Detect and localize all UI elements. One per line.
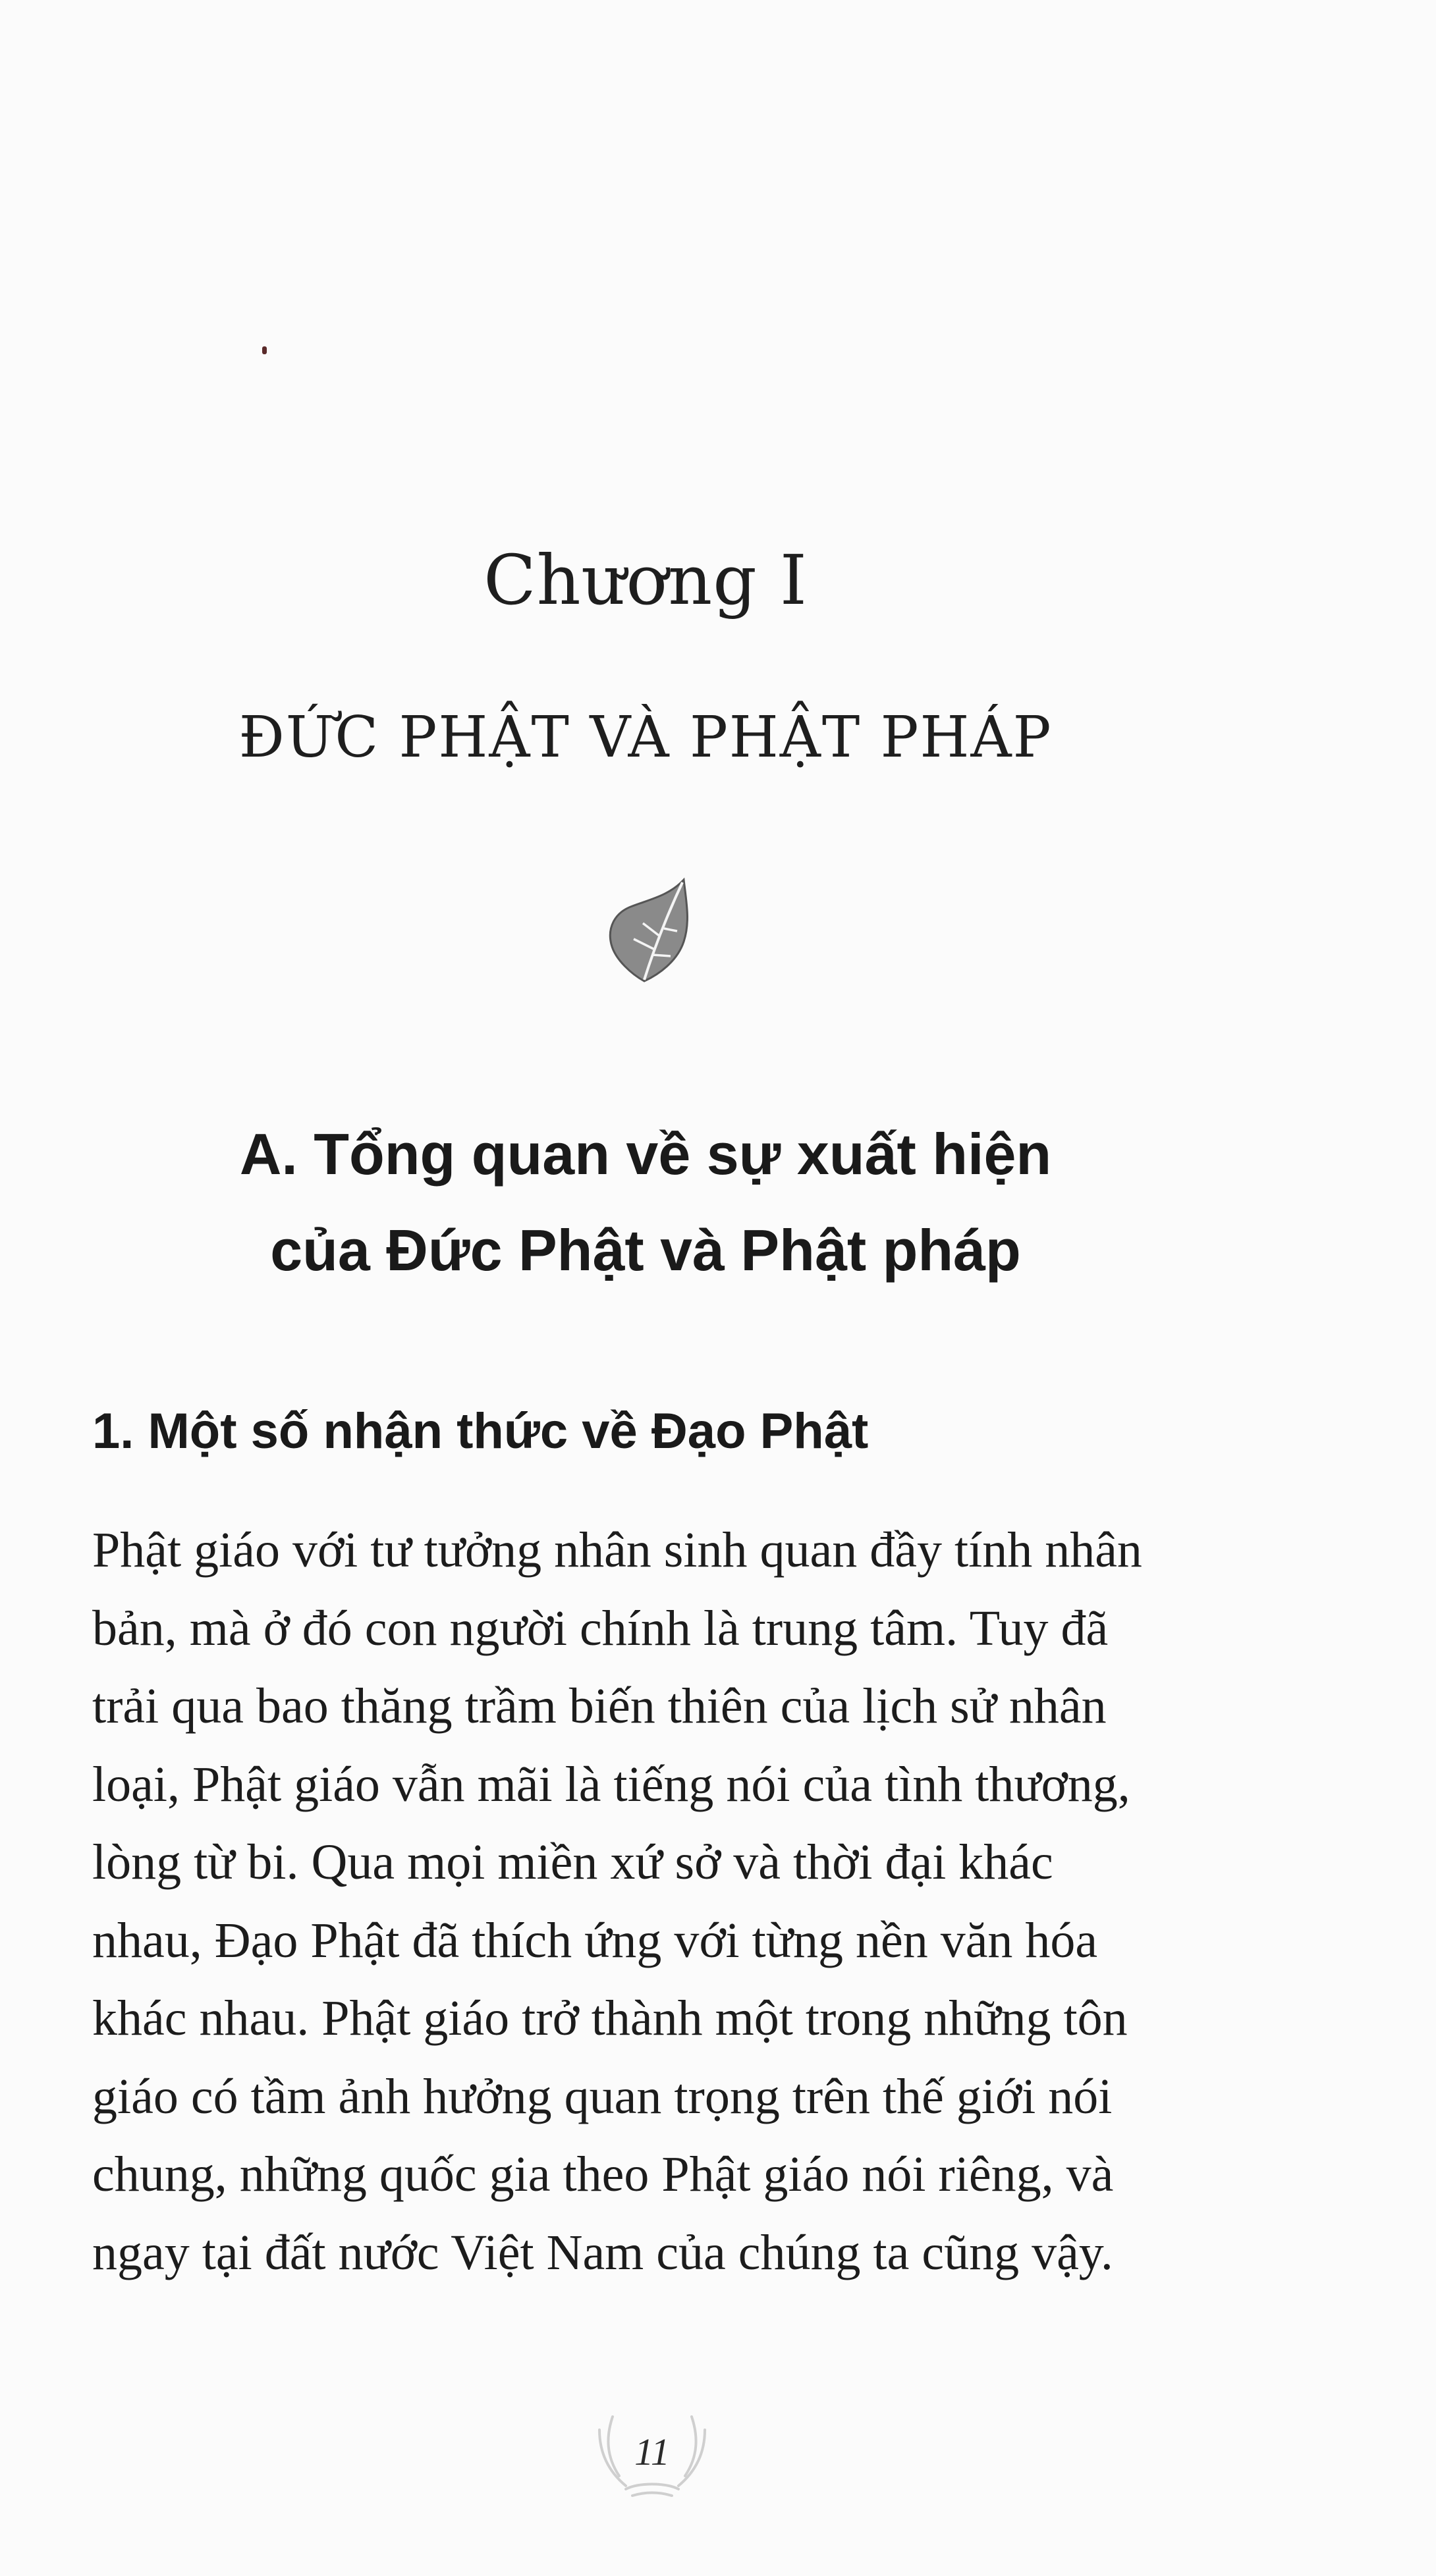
bodhi-leaf-icon (606, 876, 698, 988)
section-heading-line: A. Tổng quan về sự xuất hiện (239, 1121, 1052, 1187)
print-speck (262, 346, 267, 354)
subsection-heading: 1. Một số nhận thức về Đạo Phật (92, 1403, 869, 1459)
paragraph-line: giáo có tầm ảnh hưởng quan trọng trên thế giới nói (92, 2068, 1113, 2124)
chapter-number: Chương I (483, 540, 808, 620)
paragraph-line: khác nhau. Phật giáo trở thành một trong những tôn (92, 1991, 1128, 2046)
section-heading-line: của Đức Phật và Phật pháp (270, 1218, 1021, 1283)
chapter-title: ĐỨC PHẬT VÀ PHẬT PHÁP (238, 705, 1053, 770)
paragraph-line: chung, những quốc gia theo Phật giáo nói riêng, và (92, 2147, 1114, 2202)
paragraph-line: Phật giáo với tư tưởng nhân sinh quan đầy tính nhân (92, 1522, 1142, 1578)
paragraph-line: bản, mà ở đó con người chính là trung tâm. Tuy đã (92, 1600, 1109, 1656)
section-heading (0, 1106, 1291, 1299)
paragraph-line: ngay tại đất nước Việt Nam của chúng ta cũng vậy. (92, 2224, 1113, 2280)
body-paragraph (92, 1511, 1205, 2292)
paragraph-line: loại, Phật giáo vẫn mãi là tiếng nói của tình thương, (92, 1756, 1130, 1812)
paragraph-line: trải qua bao thăng trầm biến thiên của lịch sử nhân (92, 1678, 1107, 1734)
paragraph-line: nhau, Đạo Phật đã thích ứng với từng nền văn hóa (92, 1912, 1098, 1968)
page-number: 11 (634, 2430, 670, 2473)
paragraph-line: lòng từ bi. Qua mọi miền xứ sở và thời đại khác (92, 1835, 1053, 1890)
